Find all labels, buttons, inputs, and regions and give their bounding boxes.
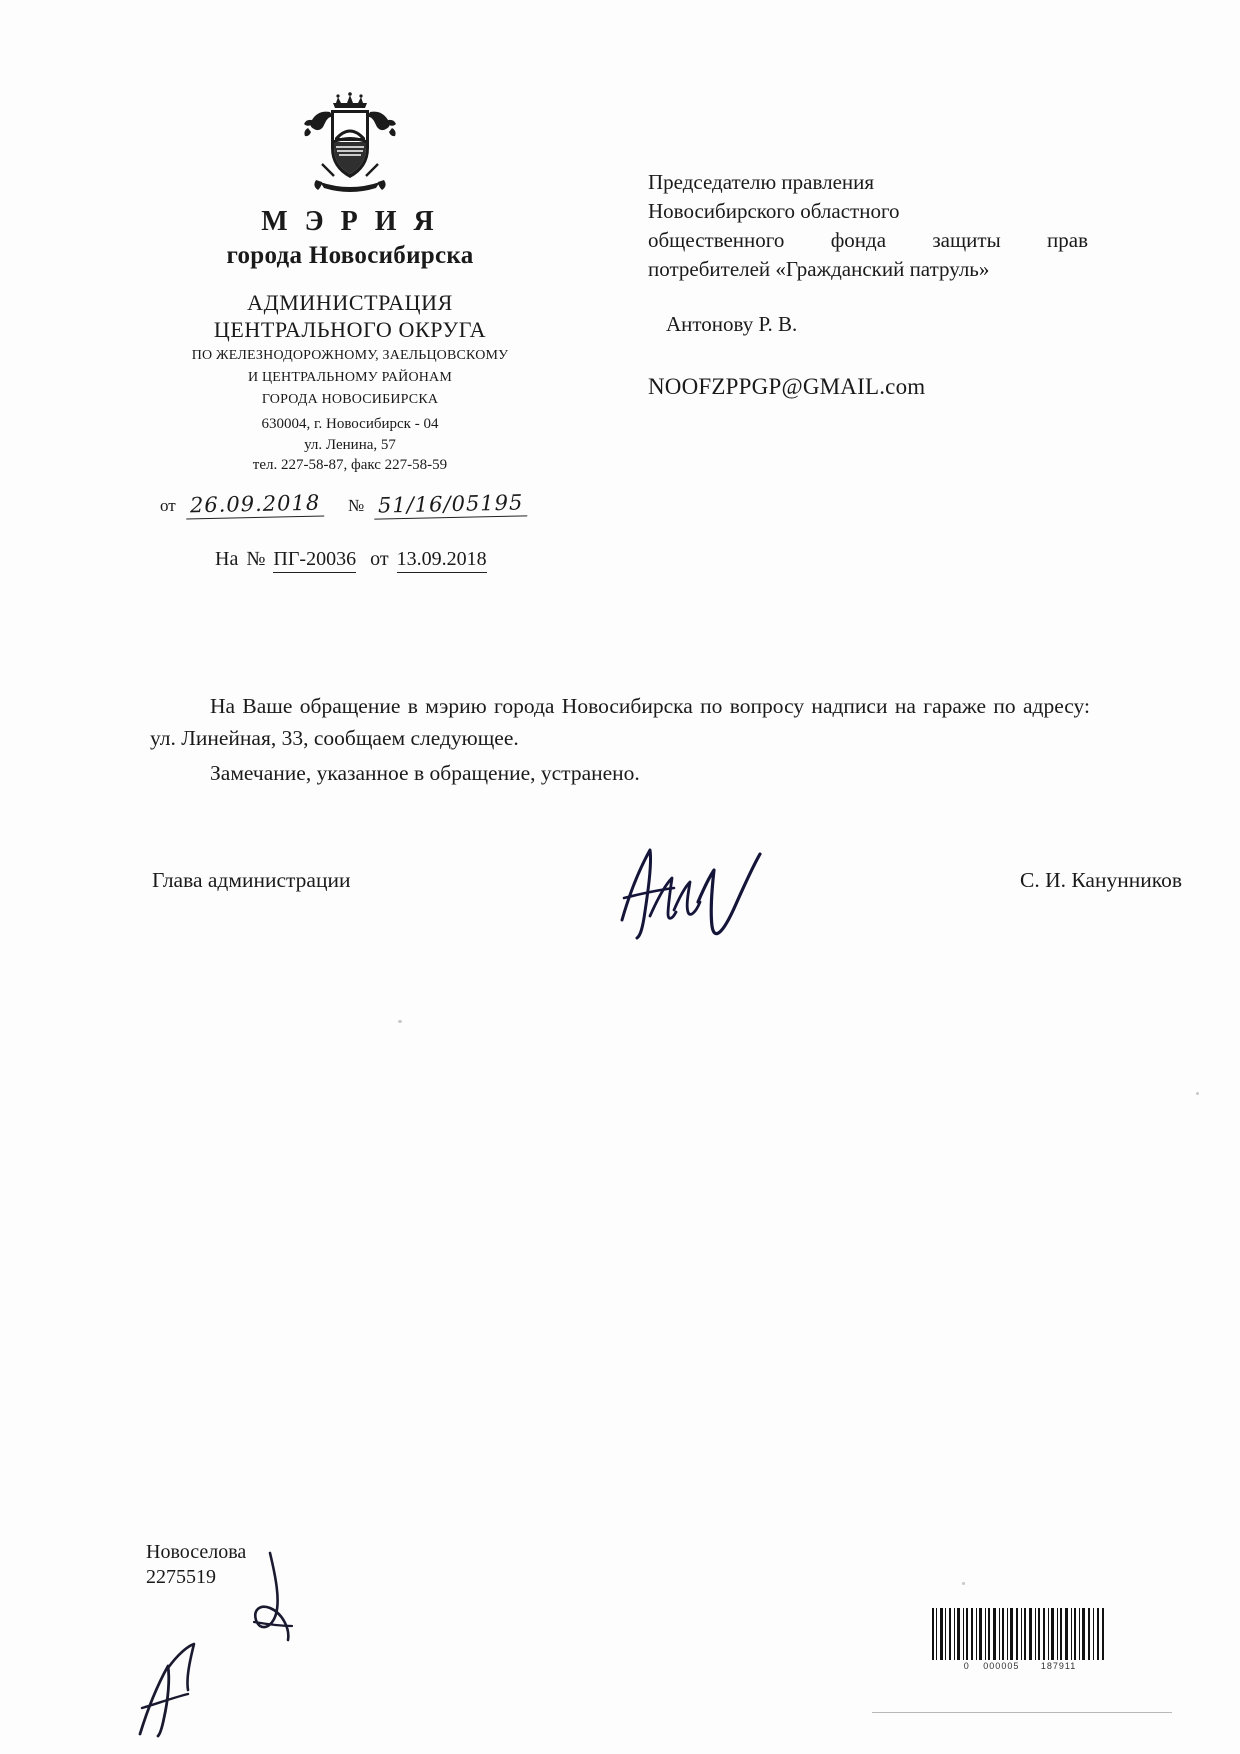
city-name: города Новосибирска xyxy=(226,242,474,269)
incoming-date-label: от xyxy=(370,548,389,570)
executor-name: Новоселова xyxy=(146,1541,247,1563)
scan-speck xyxy=(962,1582,965,1585)
scan-speck xyxy=(1196,1092,1199,1095)
street-address: ул. Ленина, 57 xyxy=(304,436,396,453)
novosibirsk-coat-of-arms-icon xyxy=(300,92,400,200)
administration-line-1: АДМИНИСТРАЦИЯ xyxy=(247,290,453,315)
addressee-name: Антонову Р. В. xyxy=(666,311,798,336)
letter-body xyxy=(150,690,1090,789)
barcode-left-digit: 0 xyxy=(963,1661,970,1671)
incoming-number-label: № xyxy=(246,548,266,570)
bottom-rule xyxy=(872,1712,1172,1713)
incoming-prefix: На xyxy=(215,548,239,570)
addressee-line-2: Новосибирского областного xyxy=(648,198,900,223)
outgoing-reference xyxy=(160,492,528,518)
addressee-line-1: Председателю правления xyxy=(648,170,875,194)
addressee-block xyxy=(648,168,1088,403)
districts-line-3: ГОРОДА НОВОСИБИРСКА xyxy=(261,391,439,407)
outgoing-date-label: от xyxy=(160,496,176,515)
postal-address: 630004, г. Новосибирск - 04 xyxy=(261,416,439,433)
body-paragraph-1: На Ваше обращение в мэрию города Новосибирска по вопросу надписи на гараже по адресу: ул. Линейная, 33, сообщаем следующее. xyxy=(150,694,1090,751)
barcode-block xyxy=(930,1608,1110,1671)
scan-speck xyxy=(398,1020,402,1023)
incoming-number-value: ПГ-20036 xyxy=(273,548,356,573)
executor-block xyxy=(146,1540,246,1590)
phone-fax: тел. 227-58-87, факс 227-58-59 xyxy=(252,456,448,473)
outgoing-number-value: 51/16/05195 xyxy=(374,490,528,519)
signer-name: С. И. Канунников xyxy=(1020,868,1182,892)
incoming-date-value: 13.09.2018 xyxy=(397,548,487,573)
letterhead xyxy=(150,92,550,475)
signer-position: Глава администрации xyxy=(152,868,351,892)
outgoing-number-label: № xyxy=(347,496,365,515)
addressee-line-4: потребителей «Гражданский патруль» xyxy=(648,256,990,281)
barcode-code-left: 000005 xyxy=(983,1661,1020,1671)
barcode-code-right: 187911 xyxy=(1040,1661,1077,1671)
barcode-icon xyxy=(930,1608,1106,1660)
addressee-email[interactable]: NOOFZPPGP@GMAIL.com xyxy=(648,373,926,399)
executor-phone: 2275519 xyxy=(146,1566,216,1588)
barcode-number xyxy=(930,1661,1110,1671)
mayoralty-title: М Э Р И Я xyxy=(261,206,439,237)
incoming-reference xyxy=(215,548,487,573)
districts-line-1: ПО ЖЕЛЕЗНОДОРОЖНОМУ, ЗАЕЛЬЦОВСКОМУ xyxy=(191,348,509,363)
districts-line-2: И ЦЕНТРАЛЬНОМУ РАЙОНАМ xyxy=(247,369,453,385)
signature-row xyxy=(152,868,1182,893)
body-paragraph-2: Замечание, указанное в обращение, устранено. xyxy=(210,760,640,785)
administration-line-2: ЦЕНТРАЛЬНОГО ОКРУГА xyxy=(213,317,487,342)
outgoing-date-value: 26.09.2018 xyxy=(185,491,324,520)
handwritten-signature-icon xyxy=(610,840,790,960)
addressee-line-3: общественного фонда защиты прав xyxy=(648,227,1088,252)
